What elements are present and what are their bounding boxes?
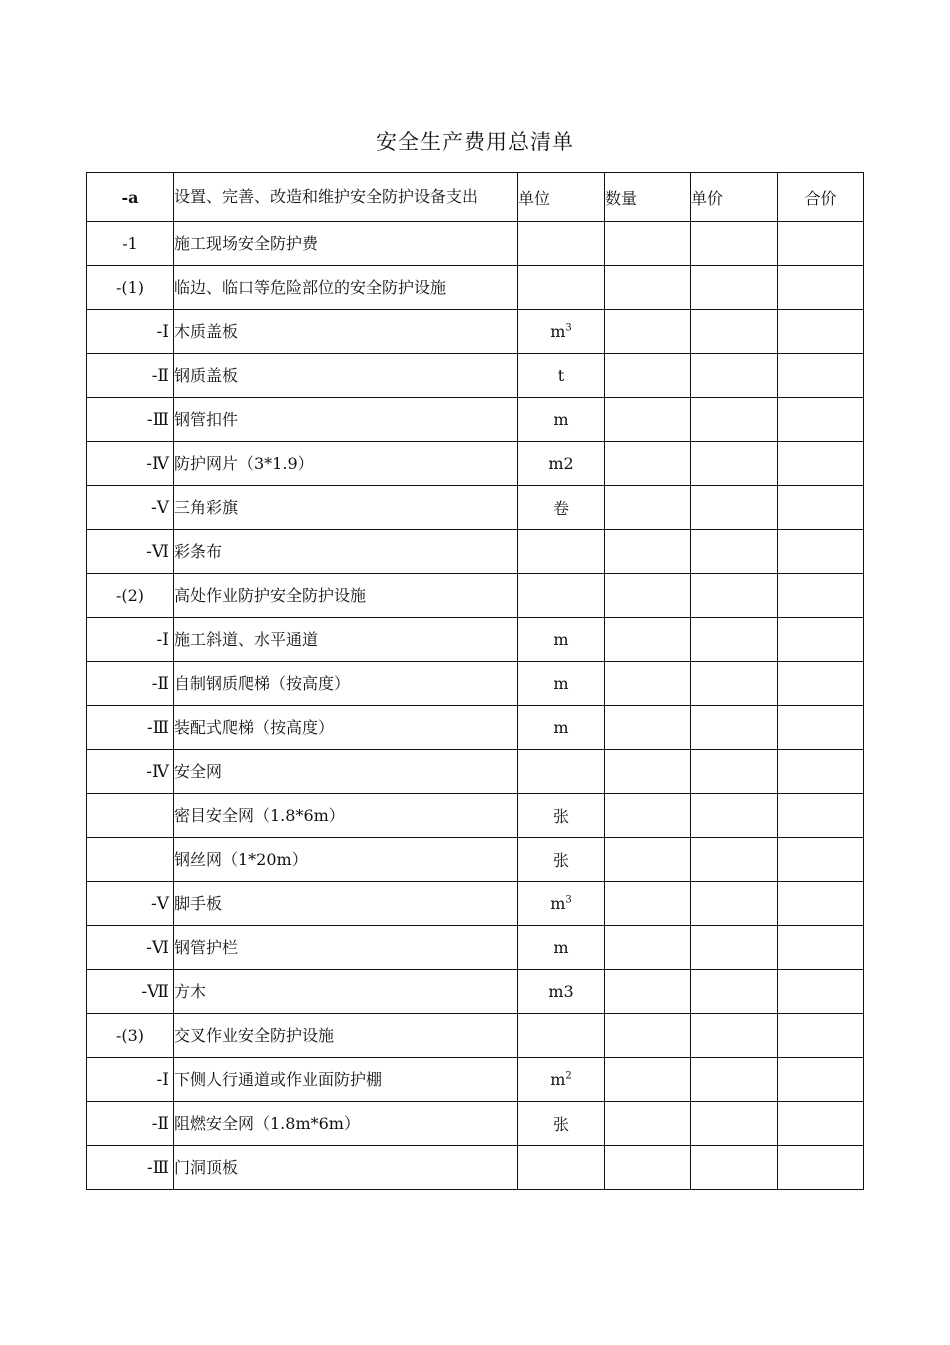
row-total: [778, 662, 864, 706]
row-unit: [518, 926, 605, 970]
row-num-text: -Ⅵ: [146, 937, 169, 958]
row-price: [691, 310, 778, 354]
row-num-text: -(3): [115, 1026, 145, 1045]
row-num: [87, 1146, 174, 1190]
row-item-name-text: 阻燃安全网（1.8m*6m）: [174, 1113, 360, 1133]
header-total: 合价: [778, 173, 864, 222]
row-num: [87, 486, 174, 530]
table-row: [87, 398, 864, 442]
row-unit: [518, 310, 605, 354]
row-unit: [518, 618, 605, 662]
row-unit: [518, 486, 605, 530]
row-item-name-text: 密目安全网（1.8*6m）: [174, 805, 345, 825]
row-num-text: -Ⅵ: [146, 541, 169, 562]
row-item-name-text: 装配式爬梯（按高度）: [174, 717, 335, 737]
unit-exponent: 3: [565, 322, 572, 334]
header-unit: 单位: [518, 173, 605, 222]
row-unit-text: m2: [548, 454, 574, 473]
row-item-name-text: 脚手板: [174, 893, 223, 913]
cost-table: [86, 172, 864, 1190]
row-price: [691, 222, 778, 266]
row-item-name: [174, 310, 518, 354]
row-qty: [605, 266, 691, 310]
row-unit: [518, 750, 605, 794]
table-row: [87, 662, 864, 706]
row-item-name-text: 自制钢质爬梯（按高度）: [174, 673, 351, 693]
row-qty: [605, 750, 691, 794]
table-row: [87, 530, 864, 574]
row-total: [778, 574, 864, 618]
row-num-text: -Ⅰ: [156, 321, 169, 342]
row-total: [778, 486, 864, 530]
row-unit-text: 卷: [552, 499, 569, 518]
row-num: [87, 926, 174, 970]
row-unit: [518, 970, 605, 1014]
row-unit: [518, 1014, 605, 1058]
row-qty: [605, 398, 691, 442]
row-total: [778, 750, 864, 794]
row-price: [691, 1014, 778, 1058]
row-price: [691, 486, 778, 530]
row-item-name-text: 安全网: [174, 761, 223, 781]
row-num-text: -Ⅳ: [146, 453, 169, 474]
row-item-name-text: 门洞顶板: [174, 1157, 239, 1177]
row-item-name-text: 施工现场安全防护费: [174, 233, 319, 253]
row-unit: [518, 1058, 605, 1102]
row-price: [691, 618, 778, 662]
row-item-name: [174, 970, 518, 1014]
row-unit-text: m: [553, 630, 569, 649]
row-unit: [518, 398, 605, 442]
row-num: [87, 618, 174, 662]
row-unit: [518, 706, 605, 750]
row-total: [778, 1014, 864, 1058]
row-num-text: -Ⅰ: [156, 629, 169, 650]
row-num: [87, 222, 174, 266]
row-item-name-text: 钢管扣件: [174, 409, 239, 429]
table-row: [87, 1058, 864, 1102]
row-total: [778, 970, 864, 1014]
row-unit-text: m: [553, 410, 569, 429]
row-num: [87, 266, 174, 310]
table-row: [87, 1146, 864, 1190]
row-unit-text: 张: [552, 851, 569, 870]
table-row: [87, 442, 864, 486]
row-item-name: [174, 354, 518, 398]
row-total: [778, 882, 864, 926]
row-item-name-text: 木质盖板: [174, 321, 239, 341]
row-num: [87, 882, 174, 926]
row-total: [778, 706, 864, 750]
row-item-name: [174, 398, 518, 442]
row-item-name: [174, 1058, 518, 1102]
row-qty: [605, 794, 691, 838]
row-item-name: [174, 486, 518, 530]
row-item-name: [174, 750, 518, 794]
row-item-name: [174, 1146, 518, 1190]
row-qty: [605, 882, 691, 926]
row-item-name: [174, 662, 518, 706]
row-item-name: [174, 530, 518, 574]
row-num-text: -Ⅲ: [146, 409, 169, 430]
table-row: [87, 310, 864, 354]
table-row: [87, 706, 864, 750]
row-unit-text: m: [553, 718, 569, 737]
row-unit: [518, 266, 605, 310]
row-unit: [518, 662, 605, 706]
row-unit: [518, 530, 605, 574]
table-row: [87, 882, 864, 926]
row-price: [691, 398, 778, 442]
row-qty: [605, 442, 691, 486]
row-total: [778, 926, 864, 970]
row-qty: [605, 310, 691, 354]
table-row: [87, 750, 864, 794]
row-num: [87, 1014, 174, 1058]
row-item-name: [174, 574, 518, 618]
row-item-name-text: 钢质盖板: [174, 365, 239, 385]
row-price: [691, 1058, 778, 1102]
row-total: [778, 530, 864, 574]
row-num: [87, 1058, 174, 1102]
row-price: [691, 354, 778, 398]
row-qty: [605, 1058, 691, 1102]
row-qty: [605, 1102, 691, 1146]
table-row: [87, 618, 864, 662]
row-item-name-text: 彩条布: [174, 541, 223, 561]
row-item-name: [174, 1014, 518, 1058]
row-qty: [605, 618, 691, 662]
row-unit-text: m: [550, 894, 566, 913]
row-total: [778, 310, 864, 354]
row-unit-text: 张: [552, 807, 569, 826]
row-total: [778, 1146, 864, 1190]
row-item-name-text: 三角彩旗: [174, 497, 239, 517]
row-price: [691, 442, 778, 486]
row-unit: [518, 838, 605, 882]
row-unit: [518, 1102, 605, 1146]
row-qty: [605, 222, 691, 266]
table-header-row: [87, 173, 864, 222]
row-num: [87, 310, 174, 354]
row-num-text: -Ⅰ: [156, 1069, 169, 1090]
row-price: [691, 838, 778, 882]
row-num-text: -Ⅱ: [151, 673, 169, 694]
row-num-text: -Ⅶ: [141, 981, 169, 1002]
row-qty: [605, 486, 691, 530]
row-num: [87, 530, 174, 574]
row-unit: [518, 882, 605, 926]
row-item-name: [174, 222, 518, 266]
row-total: [778, 1058, 864, 1102]
row-total: [778, 618, 864, 662]
row-unit-text: m3: [548, 982, 574, 1001]
row-price: [691, 794, 778, 838]
table-row: [87, 794, 864, 838]
row-total: [778, 442, 864, 486]
row-unit: [518, 574, 605, 618]
row-total: [778, 398, 864, 442]
row-qty: [605, 706, 691, 750]
row-num-text: -1: [122, 234, 138, 253]
row-price: [691, 1146, 778, 1190]
row-qty: [605, 574, 691, 618]
row-num: [87, 442, 174, 486]
row-num-text: -(2): [115, 586, 145, 605]
row-qty: [605, 970, 691, 1014]
row-num-text: -Ⅲ: [146, 1157, 169, 1178]
table-row: [87, 222, 864, 266]
row-qty: [605, 838, 691, 882]
row-price: [691, 882, 778, 926]
row-total: [778, 794, 864, 838]
row-item-name: [174, 266, 518, 310]
table-row: [87, 970, 864, 1014]
row-price: [691, 1102, 778, 1146]
row-item-name: [174, 1102, 518, 1146]
row-num: [87, 574, 174, 618]
row-unit: [518, 442, 605, 486]
page-title: 安全生产费用总清单: [376, 130, 574, 154]
row-qty: [605, 1146, 691, 1190]
row-qty: [605, 926, 691, 970]
row-num: [87, 838, 174, 882]
unit-exponent: 3: [565, 894, 572, 906]
row-item-name-text: 下侧人行通道或作业面防护棚: [174, 1069, 383, 1089]
row-unit-text: t: [557, 366, 565, 385]
row-num: [87, 706, 174, 750]
row-num-text: -Ⅴ: [150, 893, 169, 914]
table-row: [87, 354, 864, 398]
row-unit: [518, 222, 605, 266]
row-total: [778, 838, 864, 882]
row-qty: [605, 530, 691, 574]
row-item-name: [174, 926, 518, 970]
row-num-text: -(1): [115, 278, 145, 297]
row-num-text: -Ⅳ: [146, 761, 169, 782]
table-row: [87, 838, 864, 882]
row-num: [87, 794, 174, 838]
table-row: [87, 1102, 864, 1146]
row-unit: [518, 354, 605, 398]
row-num: [87, 1102, 174, 1146]
row-unit: [518, 1146, 605, 1190]
row-item-name: [174, 882, 518, 926]
row-num-text: -Ⅴ: [150, 497, 169, 518]
row-num: [87, 662, 174, 706]
row-unit: [518, 794, 605, 838]
row-qty: [605, 662, 691, 706]
row-price: [691, 926, 778, 970]
row-total: [778, 266, 864, 310]
table-row: [87, 926, 864, 970]
row-item-name-text: 钢丝网（1*20m）: [174, 849, 308, 869]
row-item-name: [174, 618, 518, 662]
row-total: [778, 222, 864, 266]
row-price: [691, 530, 778, 574]
row-item-name-text: 钢管护栏: [174, 937, 239, 957]
table-row: [87, 574, 864, 618]
row-unit-text: m: [553, 674, 569, 693]
row-item-name: [174, 442, 518, 486]
row-num-text: -Ⅱ: [151, 1113, 169, 1134]
row-total: [778, 1102, 864, 1146]
row-num-text: -Ⅲ: [146, 717, 169, 738]
row-num: [87, 398, 174, 442]
row-unit-text: m: [550, 322, 566, 341]
table-row: [87, 486, 864, 530]
row-qty: [605, 354, 691, 398]
row-item-name: [174, 706, 518, 750]
row-num: [87, 354, 174, 398]
row-price: [691, 750, 778, 794]
unit-exponent: 2: [565, 1070, 572, 1082]
row-unit-text: m: [550, 1070, 566, 1089]
header-price: 单价: [691, 173, 778, 222]
row-qty: [605, 1014, 691, 1058]
row-item-name-text: 临边、临口等危险部位的安全防护设施: [174, 277, 447, 297]
table-row: [87, 266, 864, 310]
row-price: [691, 574, 778, 618]
table-row: [87, 1014, 864, 1058]
row-unit-text: m: [553, 938, 569, 957]
row-price: [691, 662, 778, 706]
row-item-name-text: 施工斜道、水平通道: [174, 629, 319, 649]
row-item-name-text: 高处作业防护安全防护设施: [174, 585, 367, 605]
row-total: [778, 354, 864, 398]
row-price: [691, 706, 778, 750]
row-item-name-text: 方木: [174, 981, 207, 1001]
row-item-name: [174, 838, 518, 882]
header-num: -a: [87, 173, 174, 222]
row-num: [87, 970, 174, 1014]
header-name: 设置、完善、改造和维护安全防护设备支出: [174, 173, 518, 222]
header-qty: 数量: [605, 173, 691, 222]
row-item-name-text: 交叉作业安全防护设施: [174, 1025, 335, 1045]
row-item-name: [174, 794, 518, 838]
row-price: [691, 266, 778, 310]
row-price: [691, 970, 778, 1014]
row-unit-text: 张: [552, 1115, 569, 1134]
row-item-name-text: 防护网片（3*1.9）: [174, 453, 314, 473]
row-num: [87, 750, 174, 794]
row-num-text: -Ⅱ: [151, 365, 169, 386]
